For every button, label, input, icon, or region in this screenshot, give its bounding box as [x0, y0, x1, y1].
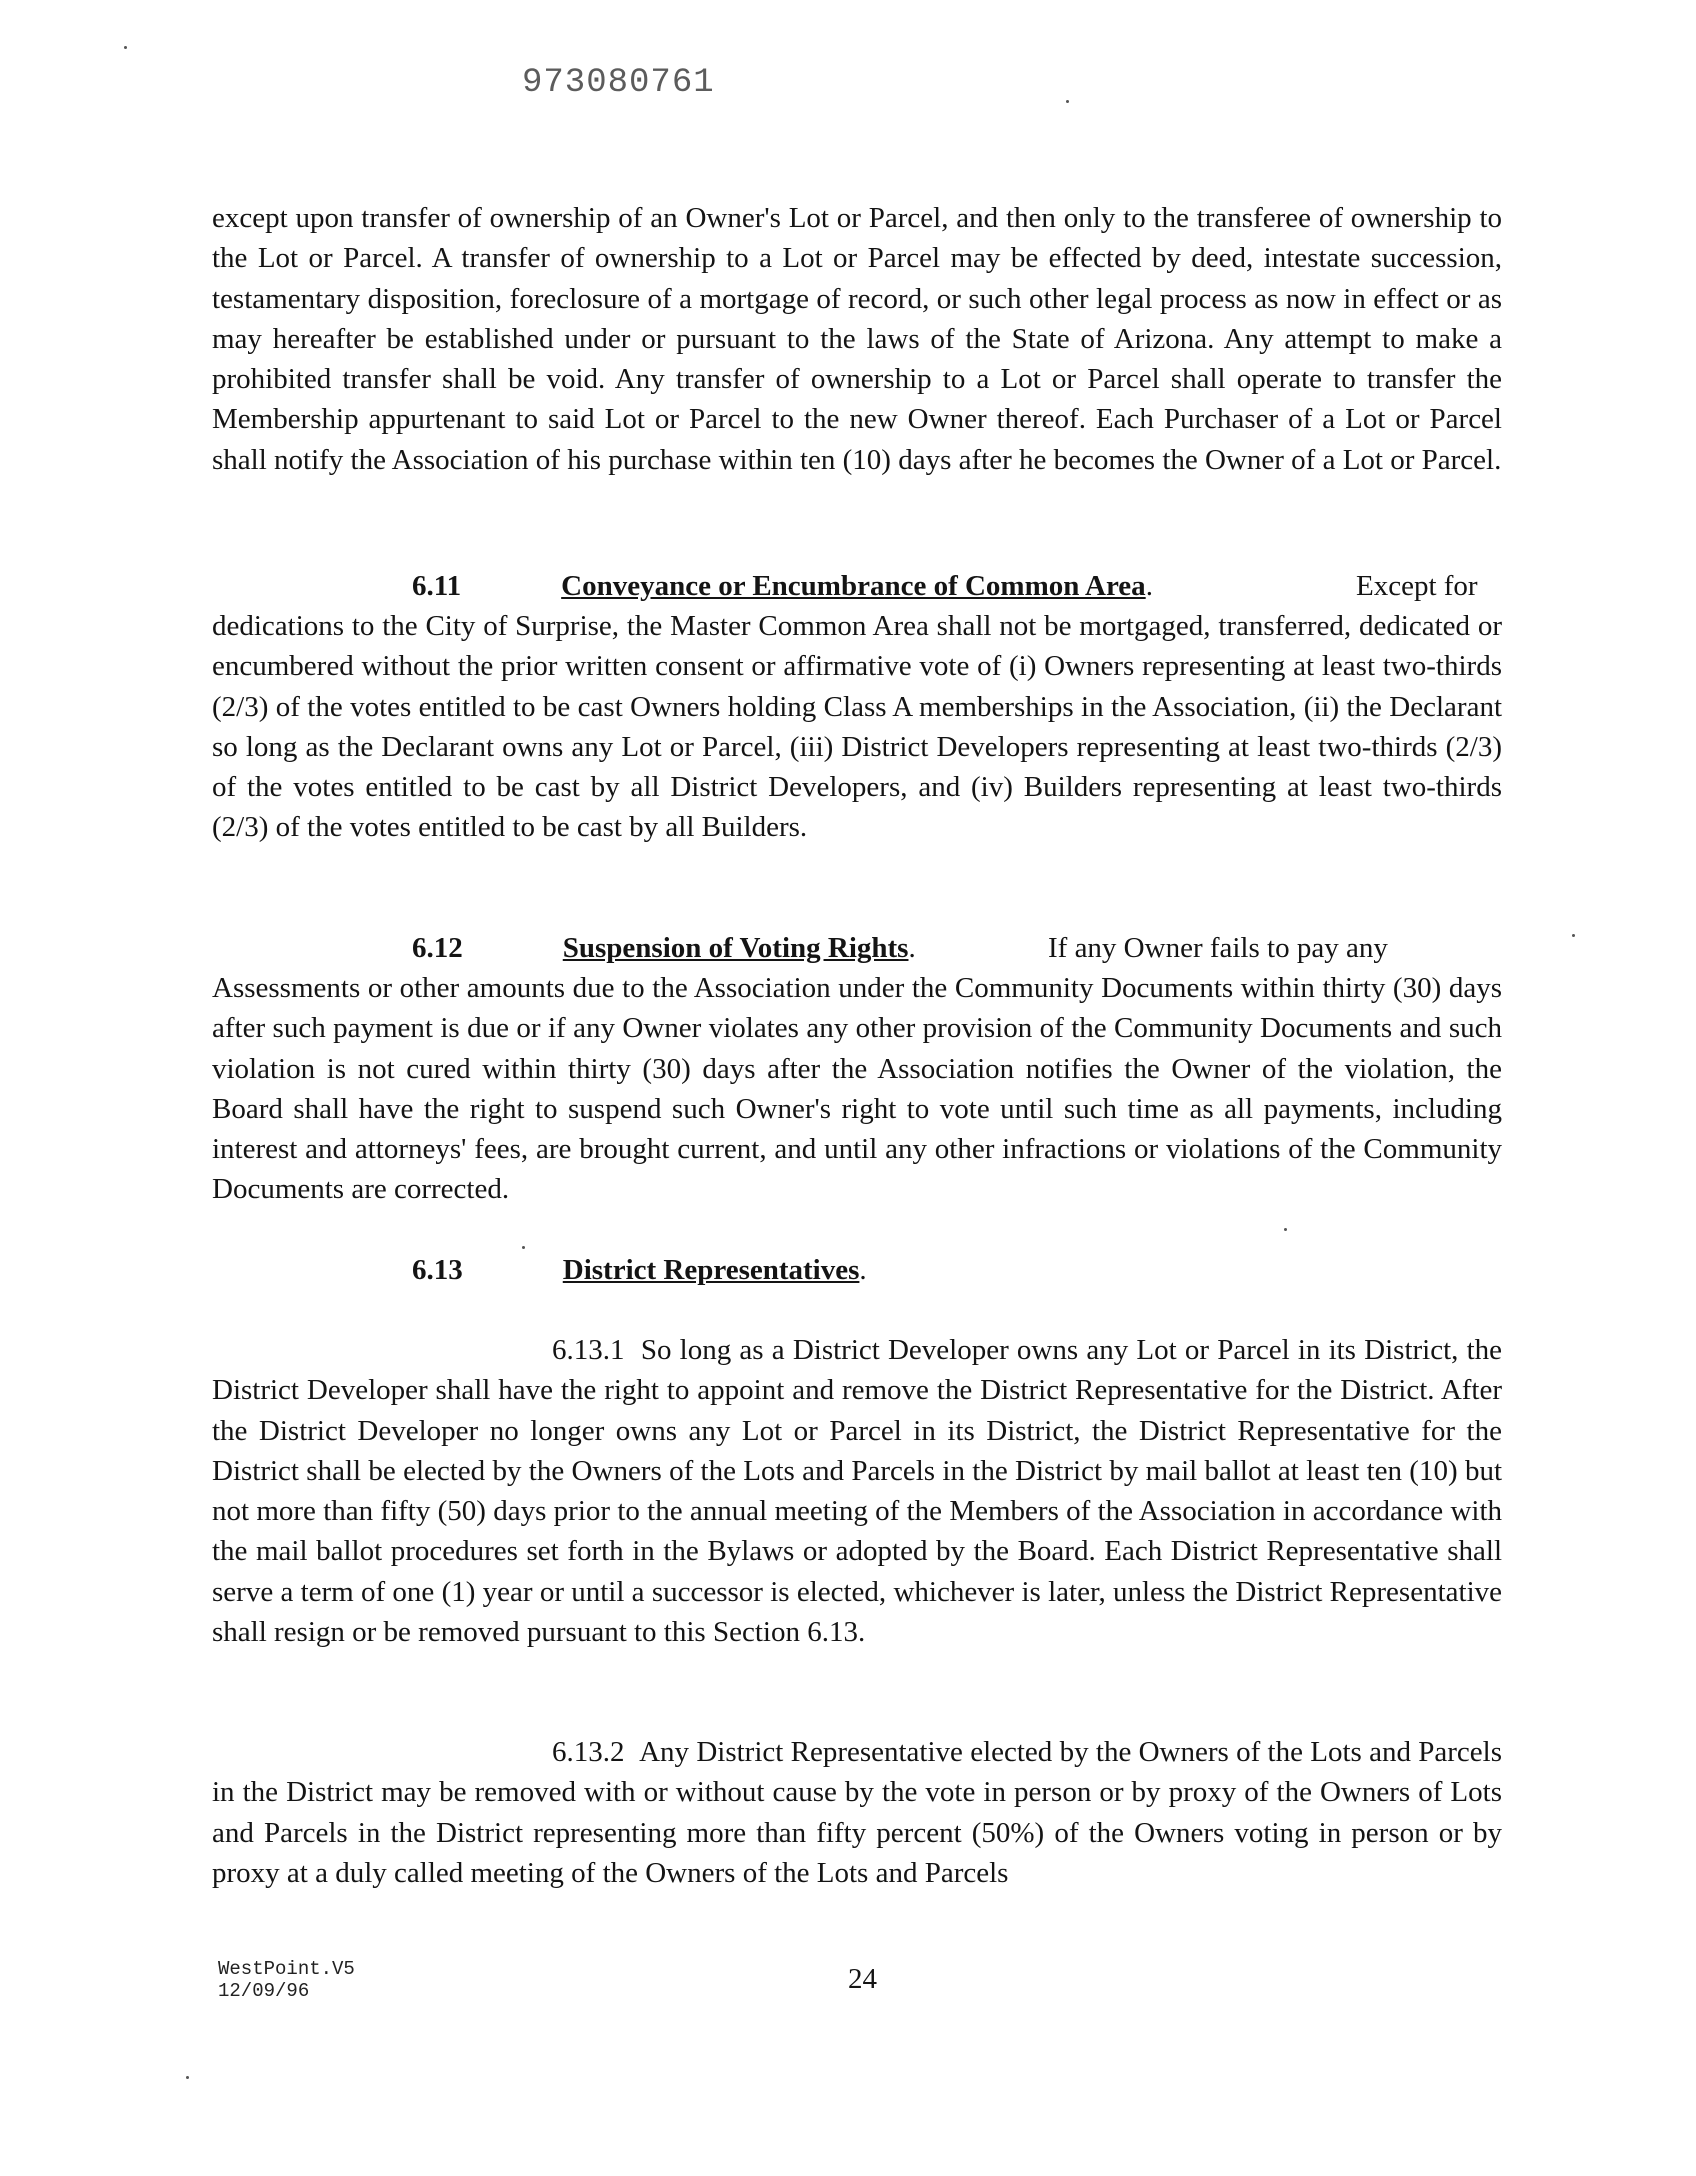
intro-paragraph: except upon transfer of ownership of an Owner's Lot or Parcel, and then only to the transferee of ownership to the Lot or Parcel. A transfer of ownership to a Lot or Parcel may be effected by deed, intestate succession, testamentary disposition, foreclosure of a mortgage of record, or such other legal process as now in effect or as may hereafter be established under or pursuant to the laws of the State of Arizona. Any attempt to make a prohibited transfer shall be void. Any transfer of ownership to a Lot or Parcel shall operate to transfer the Membership appurtenant to said Lot or Parcel to the new Owner thereof. Each Purchaser of a Lot or Parcel shall notify the Association of his purchase within ten (10) days after he becomes the Owner of a Lot or Parcel. [212, 202, 1502, 476]
scan-speck [1284, 1228, 1287, 1231]
subsection-6-13-2 [212, 1732, 1502, 1893]
section-6-12-heading: 6.12 Suspension of Voting Rights. [412, 932, 916, 964]
scan-speck [186, 2076, 189, 2079]
footer-date: 12/09/96 [218, 1980, 310, 2002]
subsection-text: So long as a District Developer owns any Lot or Parcel in its District, the District Developer shall have the right to appoint and remove the District Representative for the District. After the District Developer no longer owns any Lot or Parcel in its District, the District Representative for the District shall be elected by the Owners of the Lots and Parcels in the District by mail ballot at least ten (10) but not more than fifty (50) days prior to the annual meeting of the Members of the Association in accordance with the mail ballot procedures set forth in the Bylaws or adopted by the Board. Each District Representative shall serve a term of one (1) year or until a successor is elected, whichever is later, unless the District Representative shall resign or be removed pursuant to this Section 6.13. [212, 1334, 1502, 1649]
page-number: 24 [848, 1963, 877, 1995]
subsection-6-13-1 [212, 1330, 1502, 1652]
subsection-text: Any District Representative elected by the Owners of the Lots and Parcels in the District may be removed with or without cause by the vote in person or by proxy of the Owners of Lots and Parcels in the District representing more than fifty percent (50%) of the Owners voting in person or by proxy at a duly called meeting of the Owners of the Lots and Parcels [212, 1736, 1503, 1889]
section-number: 6.11 [412, 570, 462, 602]
document-number: 973080761 [522, 64, 715, 102]
scan-speck [124, 46, 127, 49]
section-6-12-lead: If any Owner fails to pay any [1048, 932, 1388, 964]
section-title: District Representatives [562, 1254, 860, 1286]
footer-file-info [218, 1958, 355, 2002]
footer-file-name: WestPoint.V5 [218, 1958, 355, 1980]
section-6-12-body: Assessments or other amounts due to the Association under the Community Documents within thirty (30) days after such payment is due or if any Owner violates any other provision of the Community Documents and such violation is not cured within thirty (30) days after the Association notifies the Owner of the violation, the Board shall have the right to suspend such Owner's right to vote until such time as all payments, including interest and attorneys' fees, are brought current, and until any other infractions or violations of the Community Documents are corrected. [212, 972, 1502, 1206]
section-number: 6.13 [412, 1254, 463, 1286]
section-title: Suspension of Voting Rights [562, 932, 909, 964]
scan-speck [1066, 100, 1069, 103]
section-6-11-body: dedications to the City of Surprise, the Master Common Area shall not be mortgaged, transferred, dedicated or encumbered without the prior written consent or affirmative vote of (i) Owners representing at least two-thirds (2/3) of the votes entitled to be cast Owners holding Class A memberships in the Association, (ii) the Declarant so long as the Declarant owns any Lot or Parcel, (iii) District Developers representing at least two-thirds (2/3) of the votes entitled to be cast by all District Developers, and (iv) Builders representing at least two-thirds (2/3) of the votes entitled to be cast by all Builders. [212, 610, 1502, 844]
scan-speck [522, 1246, 525, 1249]
subsection-number: 6.13.2 [552, 1736, 625, 1768]
scan-speck [1572, 934, 1575, 937]
section-6-11-heading: 6.11 Conveyance or Encumbrance of Common Area. [412, 570, 1153, 602]
section-number: 6.12 [412, 932, 463, 964]
section-6-11-lead: Except for [1356, 570, 1478, 602]
section-title: Conveyance or Encumbrance of Common Area [561, 570, 1146, 602]
subsection-number: 6.13.1 [552, 1334, 625, 1366]
section-6-13-heading: 6.13 District Representatives. [412, 1254, 867, 1286]
